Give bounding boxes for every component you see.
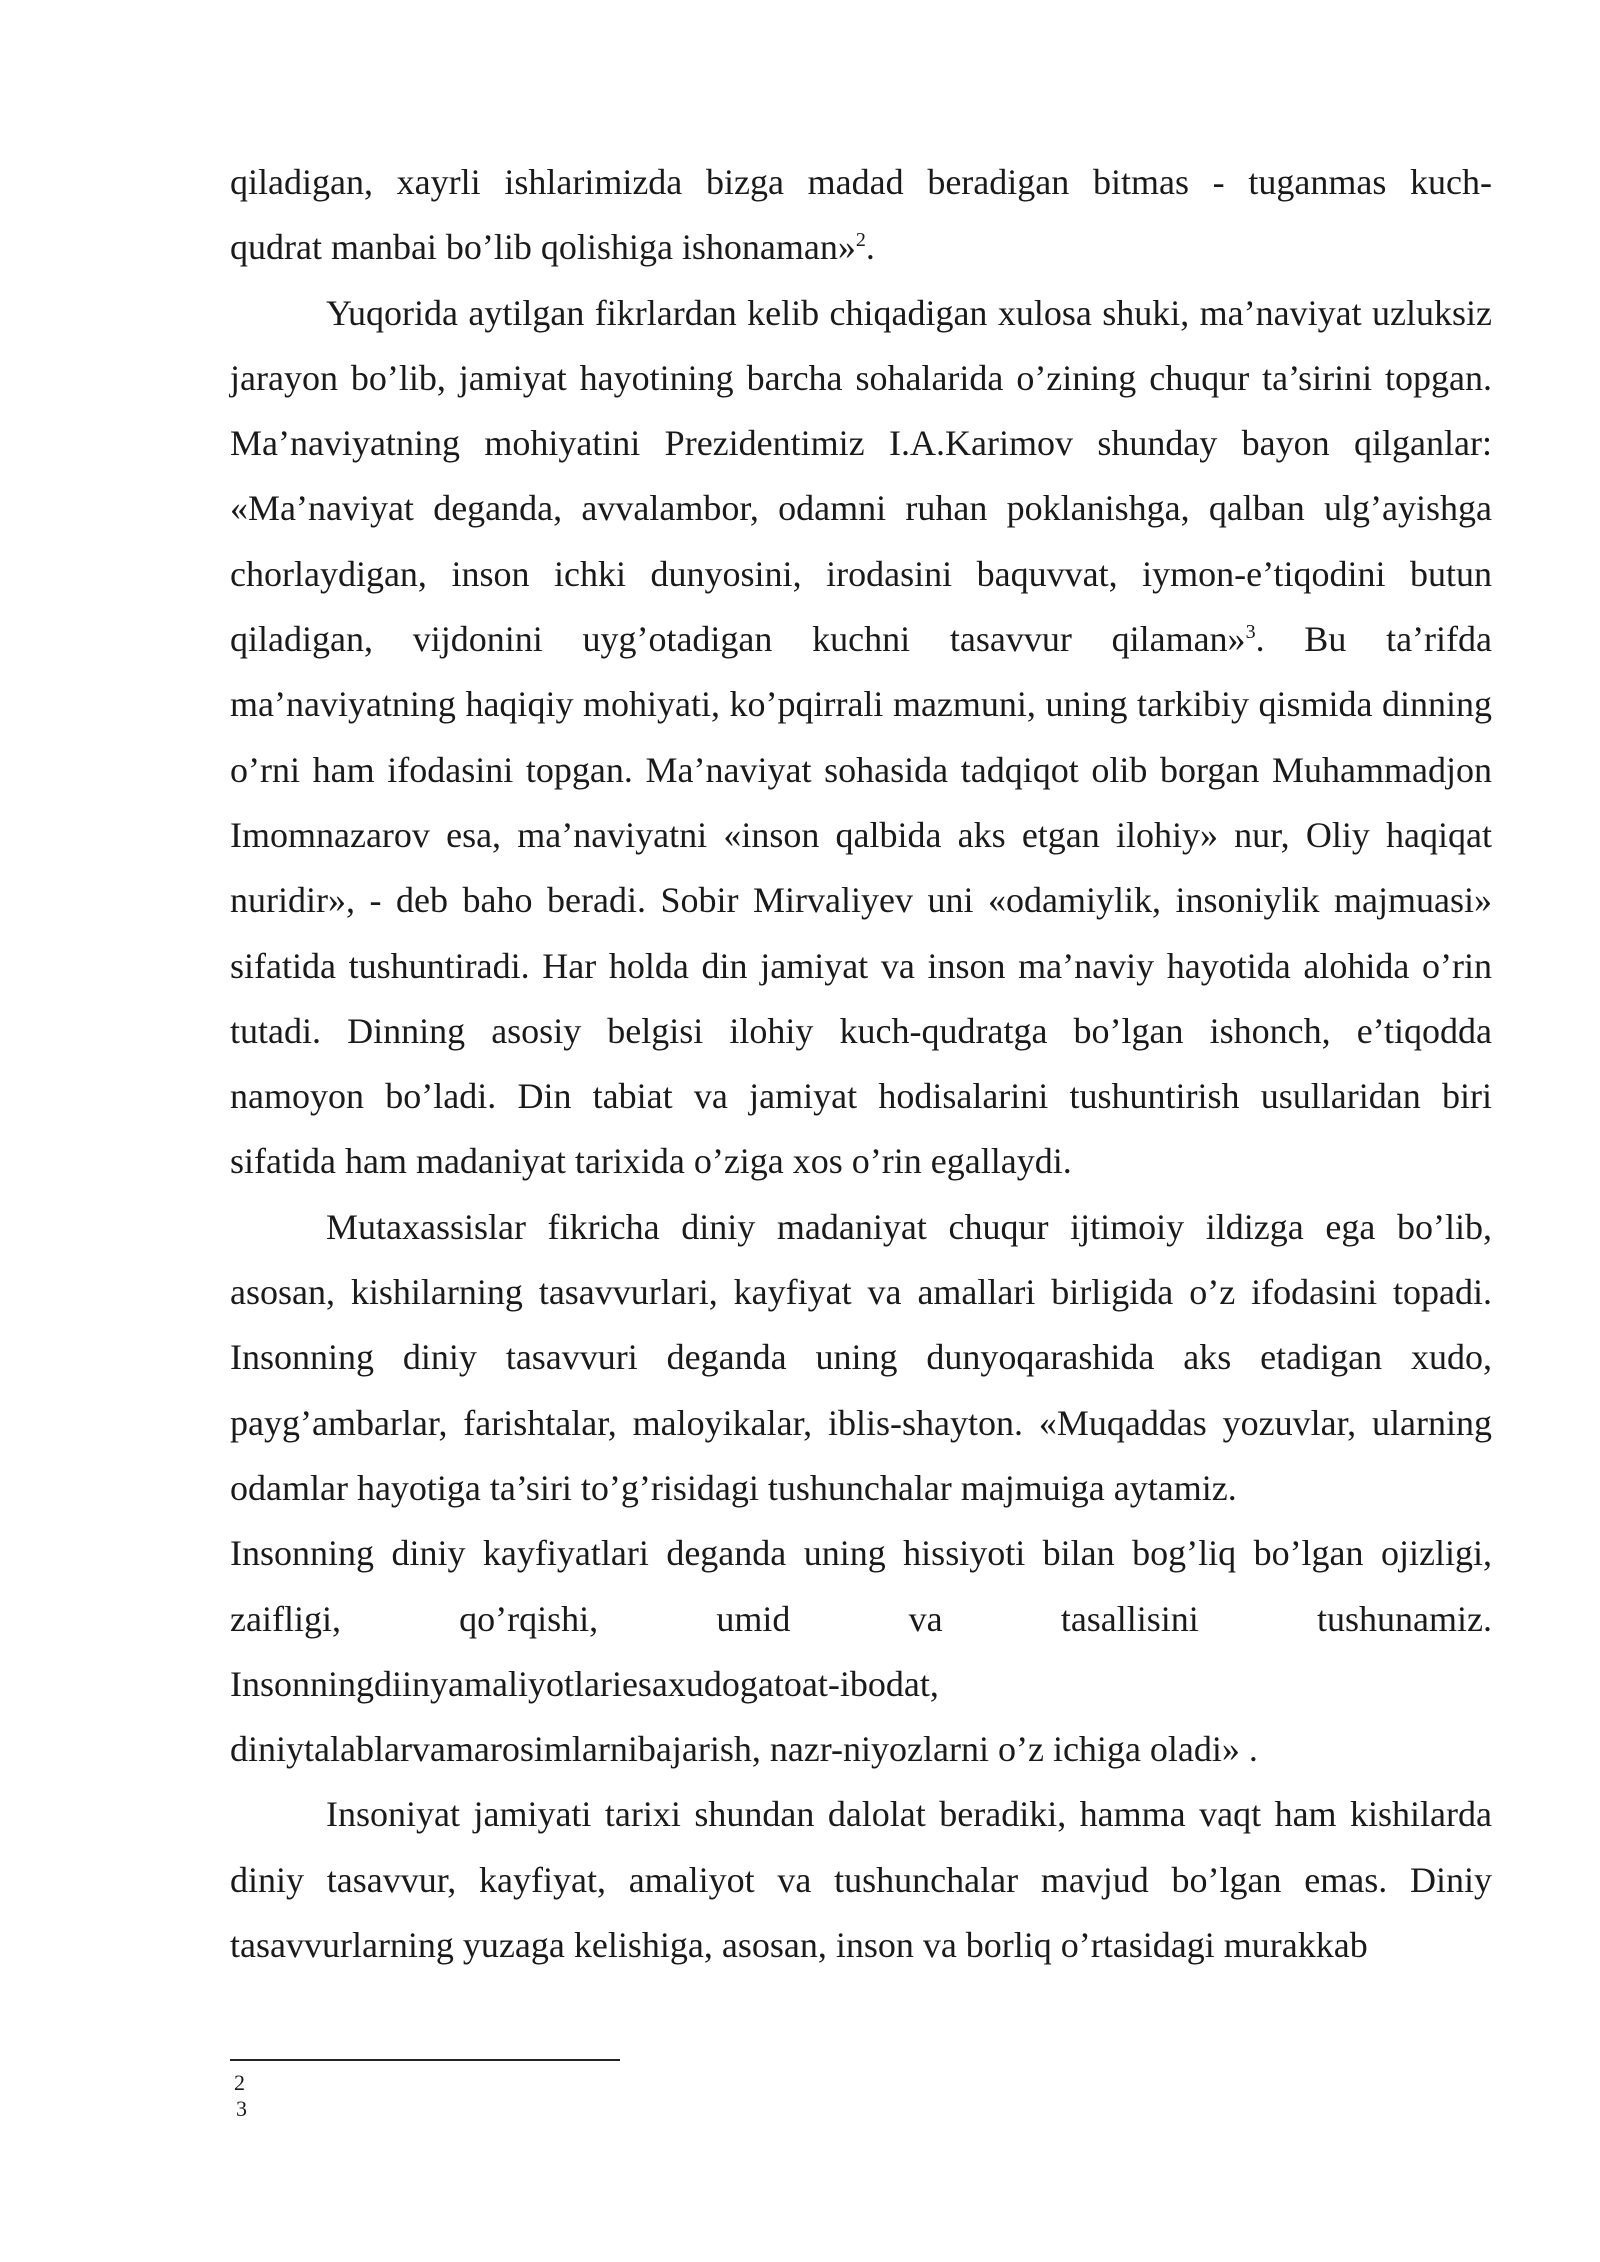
paragraph-2 [230, 281, 1492, 1195]
footnote-3: 3 [236, 2096, 247, 2121]
document-body [230, 150, 1492, 1978]
paragraph-4-line-4: diniytalablarvamarosimlarnibajarish, nazr-niyozlarni o’z ichiga oladi» . [230, 1729, 1258, 1770]
paragraph-5: Insoniyat jamiyati tarixi shundan dalolat beradiki, hamma vaqt ham kishilarda diniy tasavvur, kayfiyat, amaliyot va tushunchalar mavjud bo’lgan emas. Diniy tasavvurlarning yuzaga kelishiga, asosan, inson va borliq o’rtasidagi murakkab [230, 1794, 1492, 1966]
paragraph-4-line-1: Insonning diniy kayfiyatlari deganda uning hissiyoti bilan bog’liq bo’lgan ojizligi, [230, 1533, 1492, 1574]
footnote-separator [230, 2059, 620, 2061]
paragraph-3: Mutaxassislar fikricha diniy madaniyat chuqur ijtimoiy ildizga ega bo’lib, asosan, kishilarning tasavvurlari, kayfiyat va amallari birligida o’z ifodasini topadi. Insonning diniy tasavvuri deganda uning dunyoqarashida aks etadigan xudo, payg’ambarlar, farishtalar, maloyikalar, iblis-shayton. «Muqaddas yozuvlar, ularning odamlar hayotiga ta’siri to’g’risidagi tushunchalar majmuiga aytamiz. [230, 1206, 1492, 1508]
paragraph-4-line-2: zaifligi, qo’rqishi, umid va tasallisini tushunamiz. [230, 1598, 1492, 1639]
footnote-ref-2[interactable]: 2 [855, 229, 866, 252]
paragraph-1-line-2: qudrat manbai bo’lib qolishiga ishonaman» [230, 227, 856, 268]
paragraph-4-line-3: Insonningdiinyamaliyotlariesaxudogatoat-ibodat, [230, 1663, 939, 1704]
footnote-ref-3[interactable]: 3 [1245, 621, 1256, 644]
paragraph-2-text-a: Yuqorida aytilgan fikrlardan kelib chiqadigan xulosa shuki, ma’naviyat uzluksiz jarayon bo’lib, jamiyat hayotining barcha sohalarida o’zining chuqur ta’sirini topgan. Ma’naviyatning mohiyatini Prezidentimiz I.A.Karimov shunday bayon qilganlar: «Ma’naviyat deganda, avvalambor, odamni ruhan poklanishga, qalban ulg’ayishga chorlaydigan, inson ichki dunyosini, irodasini baquvvat, iymon-e’tiqodini butun qiladigan, vijdonini uyg’otadigan kuchni tasavvur qilaman» [230, 292, 1492, 660]
paragraph-1-line-1: qiladigan, xayrli ishlarimizda bizga madad beradigan bitmas - tuganmas kuch- [230, 162, 1492, 202]
footnote-2: 2 [234, 2070, 245, 2095]
paragraph-1 [230, 150, 1492, 281]
paragraph-1-end: . [865, 227, 875, 268]
paragraph-4 [230, 1521, 1492, 1782]
footnotes [234, 2070, 247, 2122]
paragraph-2-text-b: . Bu ta’rifda ma’naviyatning haqiqiy mohiyati, ko’pqirrali mazmuni, uning tarkibiy qismida dinning o’rni ham ifodasini topgan. Ma’naviyat sohasida tadqiqot olib borgan Muhammadjon Imomnazarov esa, ma’naviyatni «inson qalbida aks etgan ilohiy» nur, Oliy haqiqat nuridir», - deb baho beradi. Sobir Mirvaliyev uni «odamiylik, insoniylik majmuasi» sifatida tushuntiradi. Har holda din jamiyat va inson ma’naviy hayotida alohida o’rin tutadi. Dinning asosiy belgisi ilohiy kuch-qudratga bo’lgan ishonch, e’tiqodda namoyon bo’ladi. Din tabiat va jamiyat hodisalarini tushuntirish usullaridan biri sifatida ham madaniyat tarixida o’ziga xos o’rin egallaydi. [230, 619, 1492, 1182]
